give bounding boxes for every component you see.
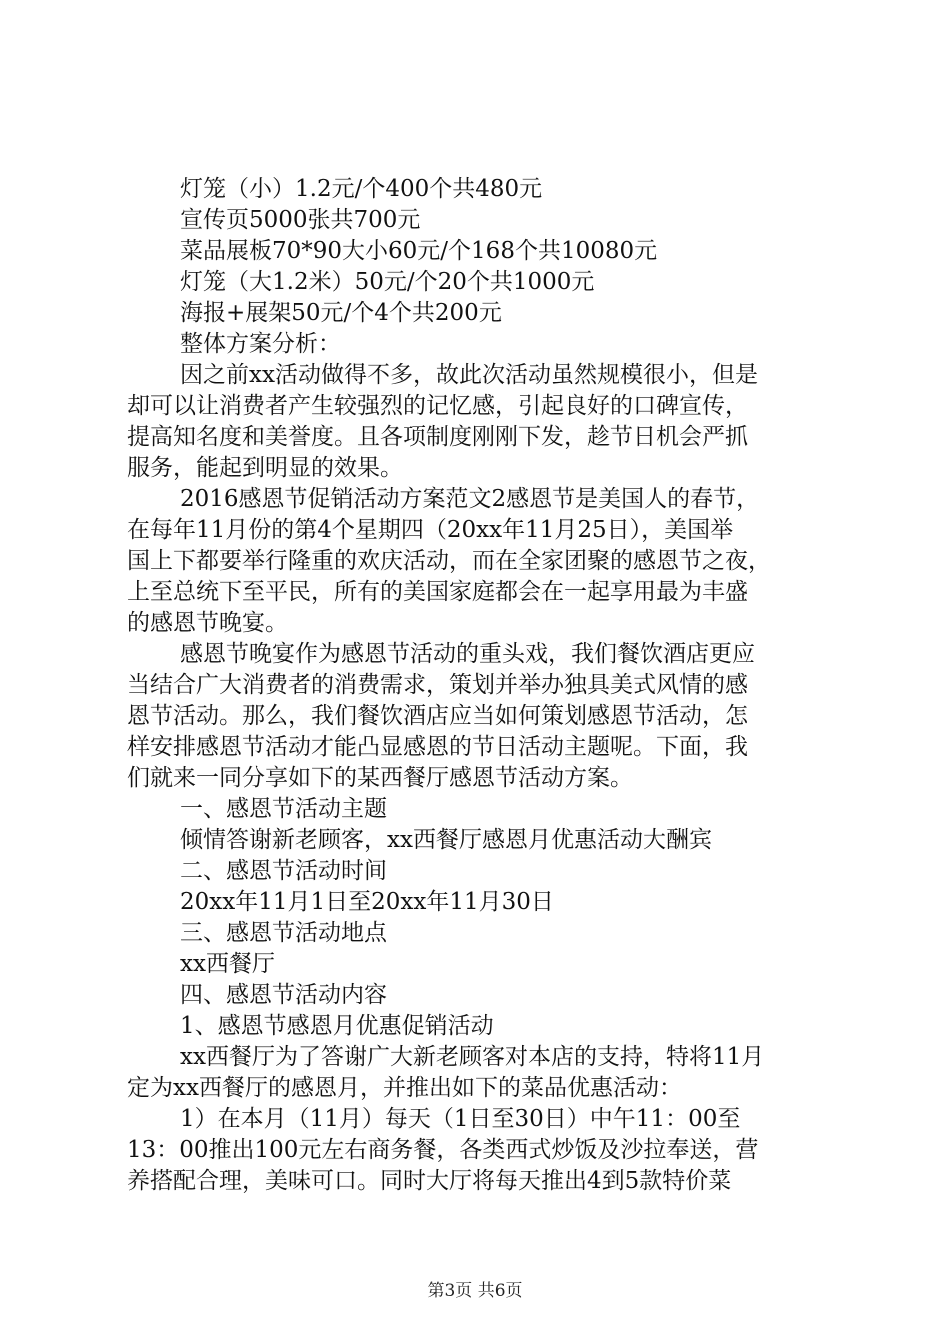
- paragraph-line: 养搭配合理，美味可口。同时大厅将每天推出4到5款特价菜: [127, 1168, 732, 1194]
- paragraph-line: 却可以让消费者产生较强烈的记忆感，引起良好的口碑宣传，: [127, 393, 748, 419]
- text-line: 1、感恩节感恩月优惠促销活动: [180, 1013, 494, 1039]
- paragraph-line: 在每年11月份的第4个星期四（20xx年11月25日），美国举: [127, 517, 734, 543]
- paragraph-line: 上至总统下至平民，所有的美国家庭都会在一起享用最为丰盛: [127, 579, 748, 605]
- paragraph-line: 恩节活动。那么，我们餐饮酒店应当如何策划感恩节活动，怎: [127, 703, 748, 729]
- paragraph-line: 服务，能起到明显的效果。: [127, 455, 403, 481]
- paragraph: [127, 1104, 832, 1197]
- paragraph: [127, 484, 832, 639]
- paragraph-line: 当结合广大消费者的消费需求，策划并举办独具美式风情的感: [127, 672, 748, 698]
- text-line: 20xx年11月1日至20xx年11月30日: [180, 889, 554, 915]
- text-line: 宣传页5000张共700元: [180, 207, 421, 233]
- paragraph-line: 因之前xx活动做得不多，故此次活动虽然规模很小，但是: [180, 362, 758, 388]
- text-line: 三、感恩节活动地点: [180, 920, 387, 946]
- paragraph-line: 定为xx西餐厅的感恩月，并推出如下的菜品优惠活动：: [127, 1075, 682, 1101]
- paragraph-line: 们就来一同分享如下的某西餐厅感恩节活动方案。: [127, 765, 633, 791]
- paragraph: [127, 639, 832, 794]
- paragraph-line: 的感恩节晚宴。: [127, 610, 288, 636]
- paragraph-line: xx西餐厅为了答谢广大新老顾客对本店的支持，特将11月: [180, 1044, 765, 1070]
- text-line: 二、感恩节活动时间: [180, 858, 387, 884]
- text-line: 灯笼（大1.2米）50元/个20个共1000元: [180, 269, 595, 295]
- paragraph-line: 感恩节晚宴作为感恩节活动的重头戏，我们餐饮酒店更应: [180, 641, 755, 667]
- paragraph-line: 样安排感恩节活动才能凸显感恩的节日活动主题呢。下面，我: [127, 734, 748, 760]
- text-line: 四、感恩节活动内容: [180, 982, 387, 1008]
- text-line: 海报+展架50元/个4个共200元: [180, 300, 502, 326]
- text-line: 菜品展板70*90大小60元/个168个共10080元: [180, 238, 658, 264]
- text-line: 灯笼（小）1.2元/个400个共480元: [180, 176, 543, 202]
- paragraph-line: 提高知名度和美誉度。且各项制度刚刚下发，趁节日机会严抓: [127, 424, 748, 450]
- text-line: 一、感恩节活动主题: [180, 796, 387, 822]
- paragraph-line: 国上下都要举行隆重的欢庆活动，而在全家团聚的感恩节之夜，: [127, 548, 771, 574]
- page-footer: 第3页 共6页: [427, 1281, 523, 1301]
- paragraph: [127, 360, 832, 484]
- text-line: xx西餐厅: [180, 951, 275, 977]
- document-body: [127, 174, 832, 1197]
- paragraph-line: 2016感恩节促销活动方案范文2感恩节是美国人的春节，: [180, 486, 760, 512]
- text-line: 倾情答谢新老顾客，xx西餐厅感恩月优惠活动大酬宾: [180, 827, 712, 853]
- paragraph: [127, 1042, 832, 1104]
- paragraph-line: 13：00推出100元左右商务餐，各类西式炒饭及沙拉奉送，营: [127, 1137, 759, 1163]
- text-line: 整体方案分析：: [180, 331, 341, 357]
- paragraph-line: 1）在本月（11月）每天（1日至30日）中午11：00至: [180, 1106, 741, 1132]
